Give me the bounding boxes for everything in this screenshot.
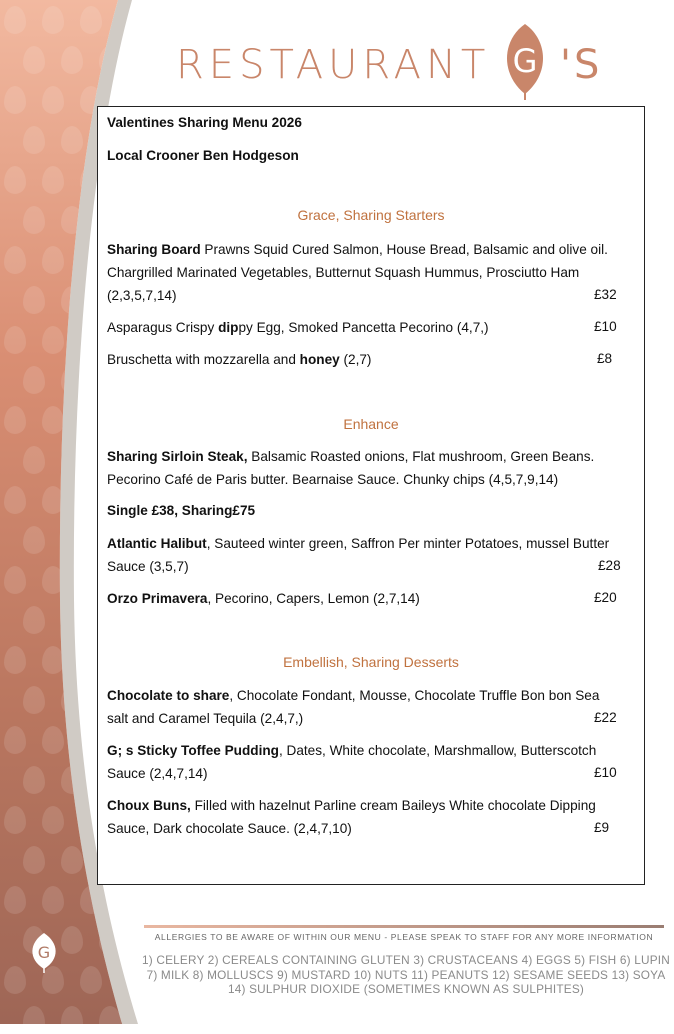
leaf-pattern-icon (42, 86, 64, 114)
leaf-pattern-icon (42, 406, 64, 434)
menu-item-description: Chargrilled Marinated Vegetables, Butternut Squash Hummus, Prosciutto Ham (107, 265, 580, 280)
leaf-pattern-icon (42, 166, 64, 194)
logo-letter: G (512, 42, 538, 80)
leaf-pattern-icon (23, 206, 45, 234)
menu-item-orzo: Orzo Primavera, Pecorino, Capers, Lemon (2,7,14) (107, 591, 420, 606)
leaf-pattern-icon (23, 366, 45, 394)
sirloin-pricing: Single £38, Sharing£75 (107, 503, 256, 518)
menu-item-description: Pecorino Café de Paris butter. Bearnaise Sauce. Chunky chips (4,5,7,9,14) (107, 472, 559, 487)
leaf-pattern-icon (42, 326, 64, 354)
menu-item-halibut: Atlantic Halibut, Sauteed winter green, Saffron Per minter Potatoes, mussel Butter (107, 536, 610, 551)
allergen-line: 1) CELERY 2) CEREALS CONTAINING GLUTEN 3) CRUSTACEANS 4) EGGS 5) FISH 6) LUPIN (141, 953, 670, 967)
menu-item-bruschetta: Bruschetta with mozzarella and honey (2,7) (107, 352, 372, 367)
menu-card (97, 106, 645, 885)
price: £32 (594, 287, 617, 302)
price: £9 (594, 820, 610, 835)
leaf-pattern-icon (4, 726, 26, 754)
leaf-pattern-icon (4, 806, 26, 834)
menu-item-choux-buns: Choux Buns, Filled with hazelnut Parline cream Baileys White chocolate Dipping (107, 798, 596, 813)
allergen-list (140, 953, 672, 997)
leaf-pattern-icon (61, 846, 83, 874)
leaf-pattern-icon (42, 6, 64, 34)
menu-item-toffee-pudding: G; s Sticky Toffee Pudding, Dates, White chocolate, Marshmallow, Butterscotch (107, 743, 597, 758)
leaf-pattern-icon (23, 126, 45, 154)
leaf-pattern-icon (42, 886, 64, 914)
leaf-pattern-icon (99, 1006, 121, 1034)
menu-item-sharing-board: Sharing Board Prawns Squid Cured Salmon, House Bread, Balsamic and olive oil. (107, 242, 608, 257)
menu-item-description: Sauce (3,5,7) (107, 559, 189, 574)
leaf-pattern-icon (23, 446, 45, 474)
menu-title: Valentines Sharing Menu 2026 (107, 115, 302, 130)
brand-suffix: 'S (560, 42, 603, 88)
menu-item-description: Sauce (2,4,7,14) (107, 766, 208, 781)
leaf-pattern-icon (4, 886, 26, 914)
leaf-pattern-icon (23, 1006, 45, 1034)
leaf-pattern-icon (4, 646, 26, 674)
leaf-pattern-icon (61, 126, 83, 154)
leaf-pattern-icon (42, 806, 64, 834)
price: £10 (594, 765, 617, 780)
leaf-pattern-icon (23, 846, 45, 874)
leaf-logo-icon (500, 22, 550, 102)
price: £22 (594, 710, 617, 725)
allergy-header: ALLERGIES TO BE AWARE OF WITHIN OUR MENU - PLEASE SPEAK TO STAFF FOR ANY MORE INFORMATION (154, 932, 654, 942)
menu-item-description: salt and Caramel Tequila (2,4,7,) (107, 711, 304, 726)
price: £10 (594, 319, 617, 334)
menu-item-chocolate: Chocolate to share, Chocolate Fondant, Mousse, Chocolate Truffle Bon bon Sea (107, 688, 600, 703)
leaf-pattern-icon (61, 1006, 83, 1034)
menu-item-allergens: (2,3,5,7,14) (107, 288, 177, 303)
leaf-pattern-icon (4, 6, 26, 34)
leaf-pattern-icon (4, 246, 26, 274)
leaf-pattern-icon (23, 286, 45, 314)
leaf-pattern-icon (42, 646, 64, 674)
leaf-pattern-icon (23, 46, 45, 74)
badge-letter: G (37, 943, 51, 962)
leaf-pattern-icon (61, 926, 83, 954)
entertainment-line: Local Crooner Ben Hodgeson (107, 148, 299, 163)
section-heading-desserts: Embellish, Sharing Desserts (283, 654, 459, 670)
price: £28 (598, 558, 621, 573)
price: £8 (597, 351, 613, 366)
menu-item-description: Sauce, Dark chocolate Sauce. (2,4,7,10) (107, 821, 352, 836)
leaf-pattern-icon (4, 566, 26, 594)
leaf-pattern-icon (4, 486, 26, 514)
leaf-pattern-icon (4, 166, 26, 194)
leaf-pattern-icon (4, 86, 26, 114)
leaf-pattern-icon (23, 766, 45, 794)
leaf-pattern-icon (23, 526, 45, 554)
leaf-pattern-icon (61, 46, 83, 74)
leaf-pattern-icon (4, 406, 26, 434)
leaf-pattern-icon (80, 966, 102, 994)
leaf-pattern-icon (23, 686, 45, 714)
menu-item-asparagus: Asparagus Crispy dippy Egg, Smoked Pancetta Pecorino (4,7,) (107, 320, 489, 335)
allergen-line: 7) MILK 8) MOLLUSCS 9) MUSTARD 10) NUTS 11) PEANUTS 12) SESAME SEEDS 13) SOYA (146, 967, 666, 982)
menu-item-sirloin: Sharing Sirloin Steak, Balsamic Roasted onions, Flat mushroom, Green Beans. (107, 449, 595, 464)
footer-divider (144, 925, 664, 928)
leaf-pattern-icon (4, 966, 26, 994)
section-heading-starters: Grace, Sharing Starters (297, 207, 445, 223)
leaf-pattern-icon (80, 6, 102, 34)
price: £20 (594, 590, 617, 605)
section-heading-mains: Enhance (343, 416, 399, 432)
leaf-pattern-icon (42, 726, 64, 754)
allergen-line: 14) SULPHUR DIOXIDE (SOMETIMES KNOWN AS SULPHITES) (227, 982, 585, 996)
g-badge-icon (28, 932, 60, 974)
leaf-pattern-icon (23, 606, 45, 634)
leaf-pattern-icon (42, 246, 64, 274)
brand-name: RESTAURANT (176, 42, 491, 88)
leaf-pattern-icon (4, 326, 26, 354)
